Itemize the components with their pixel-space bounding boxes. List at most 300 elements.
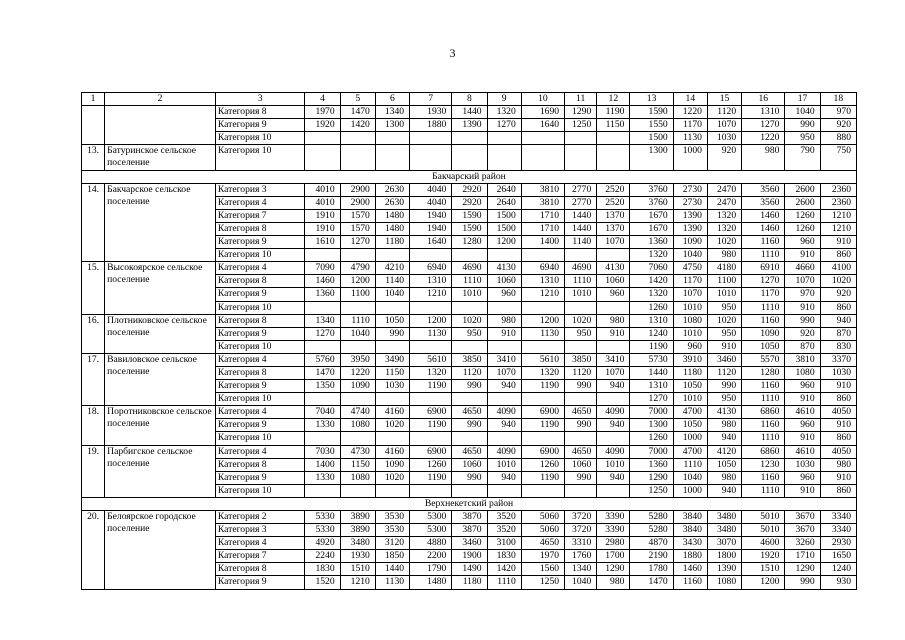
value-cell: 3460 (707, 353, 741, 366)
value-cell: 4750 (673, 262, 707, 275)
value-cell: 2360 (820, 196, 856, 209)
value-cell: 1110 (452, 275, 487, 288)
table-row (82, 262, 857, 275)
category-cell: Категория 10 (215, 301, 305, 314)
value-cell: 1670 (630, 222, 673, 235)
value-cell: 1510 (340, 563, 375, 576)
value-cell: 7030 (305, 445, 340, 458)
value-cell: 3840 (673, 511, 707, 524)
value-cell: 990 (565, 419, 597, 432)
value-cell: 1090 (340, 380, 375, 393)
value-cell: 3390 (597, 524, 630, 537)
district-name: Бакчарский район (82, 170, 857, 183)
entity-number: 15. (82, 262, 105, 314)
value-cell: 3430 (673, 537, 707, 550)
entity-number: 17. (82, 353, 105, 405)
value-cell: 1320 (707, 222, 741, 235)
value-cell (521, 145, 564, 170)
value-cell: 1880 (410, 119, 452, 132)
value-cell: 1190 (521, 380, 564, 393)
value-cell (340, 249, 375, 262)
value-cell (375, 340, 409, 353)
value-cell: 1280 (452, 236, 487, 249)
value-cell: 1120 (707, 106, 741, 119)
value-cell: 4870 (630, 537, 673, 550)
value-cell: 5010 (742, 511, 785, 524)
value-cell: 1010 (452, 288, 487, 301)
value-cell (340, 340, 375, 353)
category-cell: Категория 9 (215, 419, 305, 432)
value-cell: 5330 (305, 524, 340, 537)
value-cell (410, 145, 452, 170)
value-cell: 2360 (820, 183, 856, 196)
value-cell: 980 (487, 314, 521, 327)
value-cell: 2980 (597, 537, 630, 550)
value-cell: 1420 (487, 563, 521, 576)
category-cell: Категория 9 (215, 576, 305, 589)
value-cell: 1010 (707, 288, 741, 301)
value-cell (487, 132, 521, 145)
value-cell: 1110 (742, 301, 785, 314)
value-cell (521, 484, 564, 497)
value-cell: 940 (487, 419, 521, 432)
value-cell: 940 (487, 471, 521, 484)
value-cell: 1400 (521, 236, 564, 249)
value-cell: 1190 (410, 471, 452, 484)
value-cell: 940 (487, 380, 521, 393)
value-cell: 3310 (565, 537, 597, 550)
value-cell (305, 393, 340, 406)
value-cell (410, 132, 452, 145)
value-cell: 990 (375, 327, 409, 340)
value-cell: 1190 (410, 419, 452, 432)
value-cell: 2640 (487, 196, 521, 209)
value-cell: 1290 (630, 471, 673, 484)
value-cell: 1390 (673, 222, 707, 235)
value-cell: 1310 (742, 106, 785, 119)
value-cell: 2920 (452, 196, 487, 209)
value-cell: 1550 (630, 119, 673, 132)
value-cell (565, 132, 597, 145)
value-cell: 910 (820, 419, 856, 432)
value-cell: 1320 (630, 288, 673, 301)
entity-name (105, 106, 216, 145)
value-cell (305, 340, 340, 353)
value-cell (521, 393, 564, 406)
value-cell: 1310 (630, 314, 673, 327)
value-cell: 4130 (707, 406, 741, 419)
value-cell: 940 (707, 432, 741, 445)
category-cell: Категория 10 (215, 340, 305, 353)
value-cell: 1640 (521, 119, 564, 132)
value-cell (410, 340, 452, 353)
value-cell: 4120 (707, 445, 741, 458)
category-cell: Категория 7 (215, 209, 305, 222)
value-cell: 4090 (597, 445, 630, 458)
value-cell: 970 (785, 288, 820, 301)
value-cell: 1270 (487, 119, 521, 132)
value-cell: 980 (707, 471, 741, 484)
value-cell: 1030 (707, 132, 741, 145)
value-cell: 1310 (630, 380, 673, 393)
category-cell: Категория 8 (215, 222, 305, 235)
value-cell: 1010 (487, 458, 521, 471)
value-cell: 1200 (410, 314, 452, 327)
value-cell: 1360 (630, 236, 673, 249)
value-cell: 790 (785, 145, 820, 170)
page-number: 3 (449, 46, 456, 60)
value-cell: 920 (820, 288, 856, 301)
district-row (82, 497, 857, 510)
value-cell: 2900 (340, 196, 375, 209)
value-cell: 860 (820, 301, 856, 314)
entity-name: Вавиловское сельское поселение (105, 353, 216, 405)
value-cell: 1080 (340, 419, 375, 432)
value-cell: 870 (785, 340, 820, 353)
value-cell (340, 301, 375, 314)
value-cell (305, 132, 340, 145)
value-cell: 1280 (742, 366, 785, 379)
value-cell: 1000 (673, 432, 707, 445)
value-cell: 860 (820, 432, 856, 445)
value-cell: 1190 (410, 380, 452, 393)
value-cell: 990 (565, 380, 597, 393)
value-cell: 1710 (521, 222, 564, 235)
category-cell: Категория 4 (215, 537, 305, 550)
value-cell: 1590 (452, 209, 487, 222)
value-cell (375, 484, 409, 497)
value-cell: 1130 (521, 327, 564, 340)
value-cell: 1120 (452, 366, 487, 379)
value-cell: 1480 (375, 209, 409, 222)
value-cell (597, 432, 630, 445)
value-cell: 960 (487, 288, 521, 301)
value-cell: 6940 (521, 262, 564, 275)
value-cell: 4040 (410, 196, 452, 209)
value-cell: 1080 (707, 576, 741, 589)
value-cell: 3520 (487, 511, 521, 524)
entity-number: 20. (82, 511, 105, 590)
value-cell: 4650 (452, 406, 487, 419)
value-cell: 1180 (673, 366, 707, 379)
value-cell: 1160 (742, 419, 785, 432)
value-cell: 1040 (375, 288, 409, 301)
value-cell (487, 393, 521, 406)
value-cell: 1970 (521, 550, 564, 563)
value-cell: 1210 (820, 222, 856, 235)
value-cell: 1010 (673, 327, 707, 340)
category-cell: Категория 4 (215, 353, 305, 366)
value-cell: 1130 (375, 576, 409, 589)
value-cell: 960 (597, 288, 630, 301)
value-cell: 1300 (630, 145, 673, 170)
value-cell: 2930 (820, 537, 856, 550)
value-cell: 950 (707, 301, 741, 314)
value-cell (597, 249, 630, 262)
value-cell: 6900 (521, 406, 564, 419)
value-cell: 1930 (410, 106, 452, 119)
value-cell (305, 249, 340, 262)
value-cell: 6900 (521, 445, 564, 458)
value-cell (305, 145, 340, 170)
value-cell (375, 145, 409, 170)
value-cell: 1030 (785, 458, 820, 471)
value-cell: 1650 (820, 550, 856, 563)
value-cell: 1270 (305, 327, 340, 340)
value-cell: 1060 (597, 275, 630, 288)
value-cell: 3340 (820, 524, 856, 537)
value-cell: 1230 (742, 458, 785, 471)
value-cell: 1500 (630, 132, 673, 145)
value-cell: 1930 (340, 550, 375, 563)
value-cell (452, 249, 487, 262)
value-cell (565, 393, 597, 406)
value-cell: 1070 (673, 288, 707, 301)
value-cell: 1160 (742, 236, 785, 249)
value-cell: 1470 (340, 106, 375, 119)
value-cell (597, 132, 630, 145)
value-cell (410, 393, 452, 406)
value-cell: 1110 (340, 314, 375, 327)
value-cell: 1090 (673, 236, 707, 249)
value-cell (375, 132, 409, 145)
value-cell: 1010 (673, 393, 707, 406)
value-cell: 1780 (630, 563, 673, 576)
value-cell: 1500 (487, 209, 521, 222)
entity-name: Белоярское городское поселение (105, 511, 216, 590)
value-cell: 5610 (410, 353, 452, 366)
value-cell: 1340 (305, 314, 340, 327)
value-cell (452, 145, 487, 170)
value-cell: 1300 (630, 419, 673, 432)
value-cell (565, 249, 597, 262)
value-cell: 3760 (630, 183, 673, 196)
value-cell: 1970 (305, 106, 340, 119)
value-cell: 3720 (565, 524, 597, 537)
value-cell: 1270 (340, 236, 375, 249)
value-cell: 2200 (410, 550, 452, 563)
value-cell: 2190 (630, 550, 673, 563)
value-cell: 1330 (305, 419, 340, 432)
category-cell: Категория 10 (215, 484, 305, 497)
value-cell (521, 132, 564, 145)
value-cell: 1020 (375, 471, 409, 484)
value-cell: 980 (597, 314, 630, 327)
value-cell: 1170 (742, 288, 785, 301)
value-cell (410, 432, 452, 445)
value-cell: 1290 (785, 563, 820, 576)
value-cell: 1340 (565, 563, 597, 576)
category-cell: Категория 3 (215, 183, 305, 196)
value-cell: 1240 (630, 327, 673, 340)
value-cell: 1220 (742, 132, 785, 145)
table-row (82, 406, 857, 419)
value-cell: 1160 (742, 471, 785, 484)
value-cell: 1700 (597, 550, 630, 563)
value-cell (565, 301, 597, 314)
value-cell: 3810 (521, 183, 564, 196)
header-cell: 9 (487, 93, 521, 106)
value-cell: 4090 (487, 406, 521, 419)
category-cell: Категория 3 (215, 524, 305, 537)
category-cell: Категория 9 (215, 471, 305, 484)
value-cell: 5300 (410, 524, 452, 537)
value-cell: 3950 (340, 353, 375, 366)
district-name: Верхнекетский район (82, 497, 857, 510)
value-cell: 3810 (785, 353, 820, 366)
value-cell: 4700 (673, 445, 707, 458)
value-cell: 1080 (673, 314, 707, 327)
header-cell: 11 (565, 93, 597, 106)
value-cell (565, 432, 597, 445)
value-cell: 1200 (742, 576, 785, 589)
value-cell: 1020 (707, 236, 741, 249)
tariff-table (81, 92, 857, 590)
header-cell: 4 (305, 93, 340, 106)
value-cell: 910 (785, 249, 820, 262)
value-cell: 990 (785, 314, 820, 327)
value-cell: 3870 (452, 511, 487, 524)
value-cell (521, 249, 564, 262)
value-cell: 910 (785, 432, 820, 445)
value-cell: 1020 (565, 314, 597, 327)
value-cell: 2920 (452, 183, 487, 196)
value-cell: 1360 (305, 288, 340, 301)
entity-number: 14. (82, 183, 105, 262)
value-cell: 1900 (452, 550, 487, 563)
value-cell: 930 (820, 576, 856, 589)
category-cell: Категория 4 (215, 406, 305, 419)
value-cell: 1110 (742, 393, 785, 406)
value-cell: 990 (452, 471, 487, 484)
value-cell: 1100 (340, 288, 375, 301)
value-cell: 1190 (597, 106, 630, 119)
value-cell: 6860 (742, 445, 785, 458)
value-cell: 3720 (565, 511, 597, 524)
value-cell: 1010 (565, 288, 597, 301)
header-cell: 18 (820, 93, 856, 106)
value-cell: 870 (820, 327, 856, 340)
value-cell: 2470 (707, 196, 741, 209)
value-cell (452, 393, 487, 406)
value-cell: 1830 (487, 550, 521, 563)
value-cell: 5060 (521, 511, 564, 524)
value-cell: 1170 (673, 275, 707, 288)
table-row (82, 353, 857, 366)
value-cell (340, 145, 375, 170)
value-cell (597, 301, 630, 314)
value-cell: 1590 (452, 222, 487, 235)
value-cell: 3870 (452, 524, 487, 537)
value-cell: 4100 (820, 262, 856, 275)
value-cell: 1290 (597, 563, 630, 576)
value-cell: 4790 (340, 262, 375, 275)
value-cell: 1160 (673, 576, 707, 589)
value-cell: 4920 (305, 537, 340, 550)
value-cell: 3670 (785, 524, 820, 537)
value-cell: 1210 (340, 576, 375, 589)
value-cell: 1110 (673, 458, 707, 471)
value-cell (452, 301, 487, 314)
value-cell: 3670 (785, 511, 820, 524)
value-cell: 940 (597, 471, 630, 484)
value-cell: 5730 (630, 353, 673, 366)
value-cell: 1480 (410, 576, 452, 589)
header-cell: 16 (742, 93, 785, 106)
value-cell: 1640 (410, 236, 452, 249)
value-cell (597, 484, 630, 497)
table-row (82, 511, 857, 524)
value-cell: 6900 (410, 406, 452, 419)
value-cell: 990 (452, 419, 487, 432)
value-cell: 1000 (673, 484, 707, 497)
value-cell: 1850 (375, 550, 409, 563)
category-cell: Категория 8 (215, 366, 305, 379)
value-cell: 1020 (452, 314, 487, 327)
value-cell: 860 (820, 393, 856, 406)
value-cell: 1020 (707, 314, 741, 327)
value-cell: 1030 (820, 366, 856, 379)
header-cell: 14 (673, 93, 707, 106)
value-cell: 5280 (630, 524, 673, 537)
value-cell: 980 (742, 145, 785, 170)
value-cell: 1690 (521, 106, 564, 119)
value-cell: 1040 (673, 471, 707, 484)
value-cell: 1130 (410, 327, 452, 340)
value-cell: 1520 (305, 576, 340, 589)
value-cell (375, 249, 409, 262)
value-cell: 860 (820, 249, 856, 262)
value-cell: 1290 (565, 106, 597, 119)
value-cell: 1150 (340, 458, 375, 471)
value-cell: 1830 (305, 563, 340, 576)
value-cell (340, 132, 375, 145)
value-cell: 1010 (597, 458, 630, 471)
value-cell: 1250 (565, 119, 597, 132)
value-cell: 1040 (673, 249, 707, 262)
value-cell: 910 (597, 327, 630, 340)
value-cell: 4650 (452, 445, 487, 458)
value-cell: 990 (452, 380, 487, 393)
value-cell: 1070 (597, 366, 630, 379)
value-cell: 920 (820, 119, 856, 132)
value-cell: 1040 (565, 576, 597, 589)
value-cell (487, 484, 521, 497)
value-cell (565, 145, 597, 170)
value-cell: 4090 (487, 445, 521, 458)
entity-number: 19. (82, 445, 105, 497)
value-cell: 880 (820, 132, 856, 145)
value-cell: 1760 (565, 550, 597, 563)
value-cell: 990 (785, 119, 820, 132)
value-cell: 4010 (305, 183, 340, 196)
value-cell: 6910 (742, 262, 785, 275)
value-cell: 3340 (820, 511, 856, 524)
category-cell: Категория 7 (215, 550, 305, 563)
value-cell (487, 432, 521, 445)
value-cell: 1490 (452, 563, 487, 576)
header-cell: 15 (707, 93, 741, 106)
value-cell: 1190 (521, 471, 564, 484)
value-cell: 950 (565, 327, 597, 340)
value-cell: 950 (785, 132, 820, 145)
value-cell: 4610 (785, 406, 820, 419)
header-cell: 6 (375, 93, 409, 106)
value-cell: 4610 (785, 445, 820, 458)
entity-number: 16. (82, 314, 105, 353)
value-cell: 980 (707, 249, 741, 262)
value-cell: 3390 (597, 511, 630, 524)
